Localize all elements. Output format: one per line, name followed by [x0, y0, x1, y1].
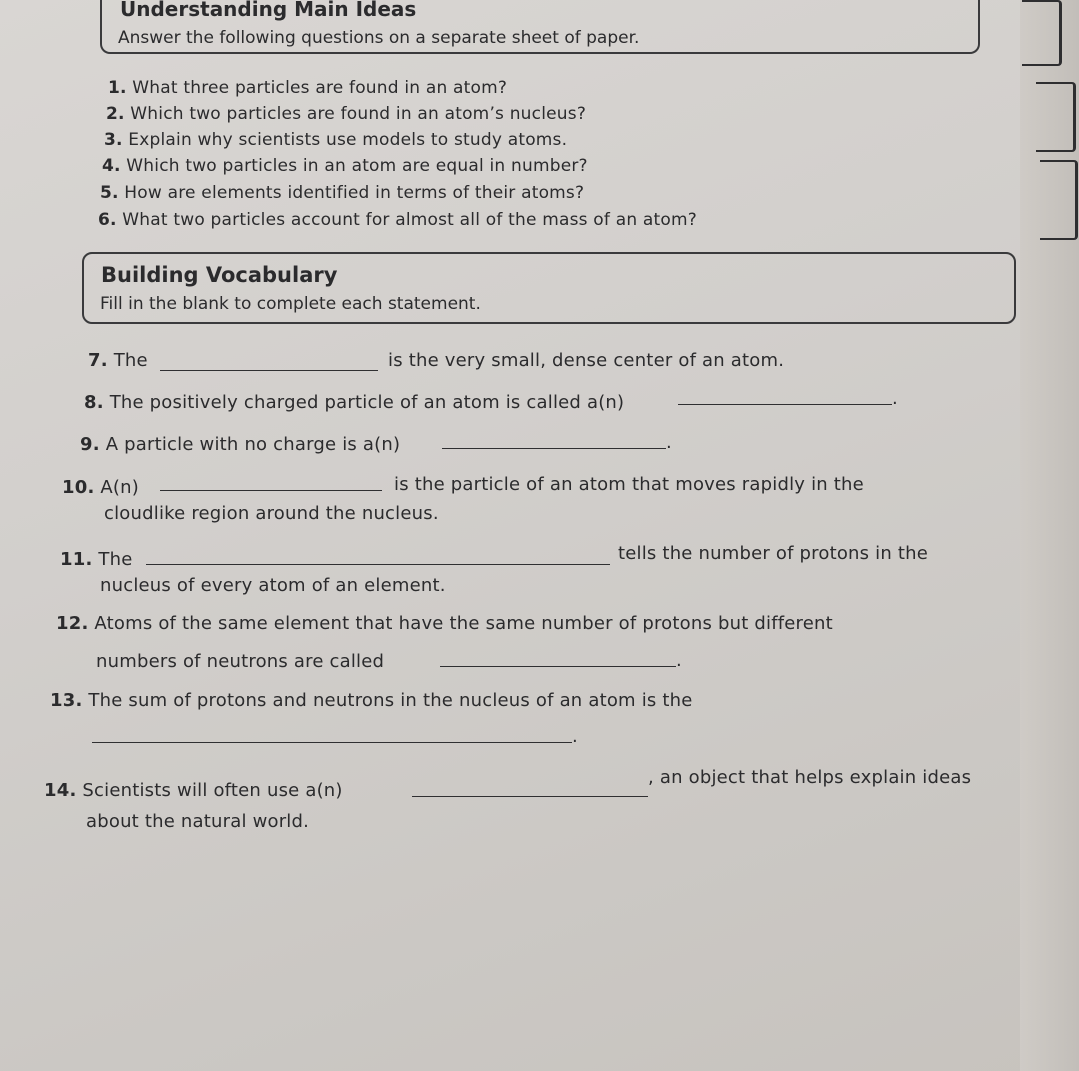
- item-text: Atoms of the same element that have the same number of protons but different: [94, 613, 833, 634]
- answer-blank-11[interactable]: [146, 564, 610, 565]
- page-tab: [1040, 160, 1078, 240]
- item-number: 9.: [80, 434, 100, 455]
- question-1: [108, 78, 507, 98]
- item-text-after: is the particle of an atom that moves rapidly in the: [394, 474, 864, 495]
- answer-blank-8[interactable]: [678, 404, 892, 405]
- question-text: Which two particles in an atom are equal in number?: [126, 156, 588, 176]
- question-number: 4.: [102, 156, 121, 176]
- item-text-after: , an object that helps explain ideas: [648, 767, 972, 788]
- item-text-after: tells the number of protons in the: [618, 543, 929, 564]
- answer-blank-12[interactable]: [440, 666, 676, 667]
- answer-blank-9[interactable]: [442, 448, 666, 449]
- item-end-punct: .: [666, 432, 672, 453]
- item-number: 14.: [44, 780, 77, 801]
- vocab-item-10: [62, 477, 139, 498]
- section-heading-vocabulary: Building Vocabulary: [101, 263, 338, 287]
- item-number: 13.: [50, 690, 83, 711]
- item-text-line2: numbers of neutrons are called: [96, 651, 385, 672]
- question-number: 6.: [98, 210, 117, 230]
- question-text: Which two particles are found in an atom’s nucleus?: [130, 104, 587, 124]
- section-heading-main-ideas: Understanding Main Ideas: [120, 0, 417, 21]
- item-number: 11.: [60, 549, 93, 570]
- page-tab: [1036, 82, 1076, 152]
- question-text: How are elements identified in terms of their atoms?: [124, 183, 585, 203]
- section-instruction-vocabulary: Fill in the blank to complete each statement.: [100, 294, 481, 314]
- item-number: 12.: [56, 613, 89, 634]
- item-number: 8.: [84, 392, 104, 413]
- item-end-punct: .: [676, 650, 682, 671]
- item-number: 10.: [62, 477, 95, 498]
- answer-blank-10[interactable]: [160, 490, 382, 491]
- section-instruction-main-ideas: Answer the following questions on a separate sheet of paper.: [118, 28, 640, 48]
- vocab-item-11: [60, 549, 133, 570]
- item-text-after: is the very small, dense center of an atom.: [388, 350, 785, 371]
- vocab-item-12: [56, 613, 833, 634]
- item-text: The positively charged particle of an atom is called a(n): [109, 392, 625, 413]
- vocab-item-8: [84, 392, 624, 413]
- item-number: 7.: [88, 350, 108, 371]
- item-end-punct: .: [572, 726, 578, 747]
- answer-blank-7[interactable]: [160, 370, 378, 371]
- question-number: 2.: [106, 104, 125, 124]
- item-text-line2: nucleus of every atom of an element.: [100, 575, 446, 596]
- question-3: [104, 130, 567, 150]
- item-text-line2: cloudlike region around the nucleus.: [104, 503, 439, 524]
- answer-blank-14[interactable]: [412, 796, 648, 797]
- item-text: The: [113, 350, 148, 371]
- item-text: The: [98, 549, 133, 570]
- question-number: 5.: [100, 183, 119, 203]
- vocab-item-9: [80, 434, 400, 455]
- question-text: What two particles account for almost all of the mass of an atom?: [122, 210, 697, 230]
- item-text: A(n): [100, 477, 139, 498]
- question-5: [100, 183, 584, 203]
- vocab-item-7: [88, 350, 148, 371]
- item-text-line2: about the natural world.: [86, 811, 310, 832]
- item-text: A particle with no charge is a(n): [105, 434, 401, 455]
- question-4: [102, 156, 588, 176]
- answer-blank-13[interactable]: [92, 742, 572, 743]
- page-tab: [1022, 0, 1062, 66]
- vocab-item-13: [50, 690, 693, 711]
- question-text: What three particles are found in an atom?: [132, 78, 508, 98]
- question-number: 1.: [108, 78, 127, 98]
- item-text: Scientists will often use a(n): [82, 780, 343, 801]
- question-6: [98, 210, 697, 230]
- vocab-item-14: [44, 780, 343, 801]
- item-end-punct: .: [892, 388, 898, 409]
- question-2: [106, 104, 586, 124]
- question-number: 3.: [104, 130, 123, 150]
- item-text: The sum of protons and neutrons in the nucleus of an atom is the: [88, 690, 693, 711]
- question-text: Explain why scientists use models to study atoms.: [128, 130, 568, 150]
